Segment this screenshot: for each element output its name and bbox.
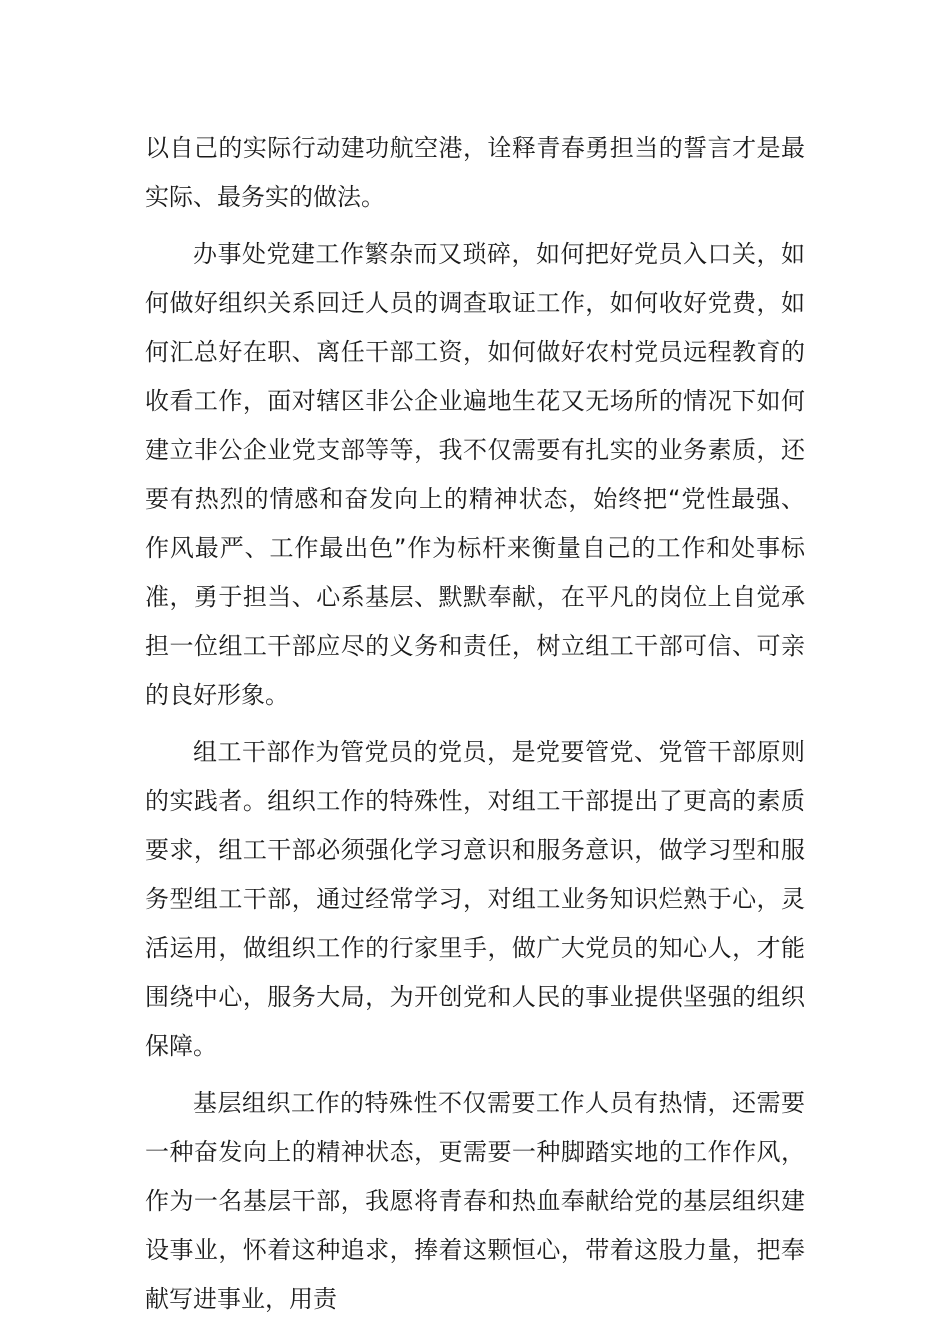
paragraph-2: 办事处党建工作繁杂而又琐碎，如何把好党员入口关，如何做好组织关系回迁人员的调查取证工作，如何收好党费，如何汇总好在职、离任干部工资，如何做好农村党员远程教育的收看工作，面对辖区非公企业遍地生花又无场所的情况下如何建立非公企业党支部等等，我不仅需要有扎实的业务素质，还要有热烈的情感和奋发向上的精神状态，始终把“党性最强、作风最严、工作最出色”作为标杆来衡量自己的工作和处事标准，勇于担当、心系基层、默默奉献，在平凡的岗位上自觉承担一位组工干部应尽的义务和责任，树立组工干部可信、可亲的良好形象。 xyxy=(145,240,805,709)
paragraph-4: 基层组织工作的特殊性不仅需要工作人员有热情，还需要一种奋发向上的精神状态，更需要一种脚踏实地的工作作风，作为一名基层干部，我愿将青春和热血奉献给党的基层组织建设事业，怀着这种追求，捧着这颗恒心，带着这股力量，把奉献写进事业，用责 xyxy=(145,1089,805,1313)
paragraph-1: 以自己的实际行动建功航空港，诠释青春勇担当的誓言才是最实际、最务实的做法。 xyxy=(145,134,805,211)
paragraph-3: 组工干部作为管党员的党员，是党要管党、党管干部原则的实践者。组织工作的特殊性，对组工干部提出了更高的素质要求，组工干部必须强化学习意识和服务意识，做学习型和服务型组工干部，通过经常学习，对组工业务知识烂熟于心，灵活运用，做组织工作的行家里手，做广大党员的知心人，才能围绕中心，服务大局，为开创党和人民的事业提供坚强的组织保障。 xyxy=(145,738,805,1060)
document-body xyxy=(145,124,805,1324)
